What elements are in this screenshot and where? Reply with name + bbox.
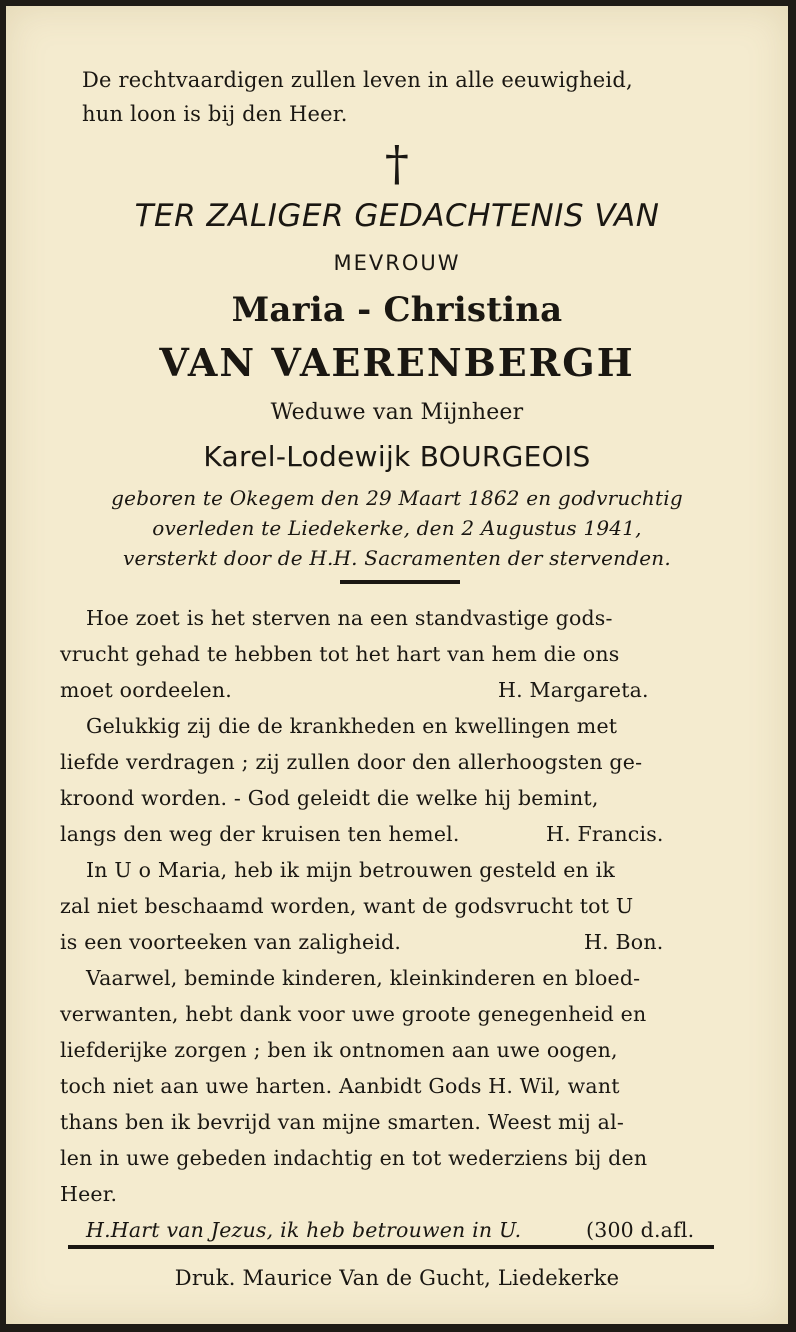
farewell-line-2: verwanten, hebt dank voor uwe groote genegenheid en [60, 1002, 647, 1026]
quote-1-line-3: moet oordeelen. [60, 678, 232, 702]
quote-3-attribution: H. Bon. [584, 930, 664, 954]
quote-2-line-2: liefde verdragen ; zij zullen door den allerhoogsten ge- [60, 750, 643, 774]
printer-credit: Druk. Maurice Van de Gucht, Liedekerke [174, 1266, 620, 1290]
cross-icon: † [384, 136, 410, 192]
quote-1-attribution: H. Margareta. [498, 678, 649, 702]
husband-name: Karel-Lodewijk BOURGEOIS [203, 440, 591, 473]
quote-2-line-1: Gelukkig zij die de krankheden en kwellingen met [86, 714, 618, 738]
memorial-card [6, 6, 788, 1324]
divider-short [340, 580, 460, 584]
quote-3-line-3: is een voorteeken van zaligheid. [60, 930, 402, 954]
quote-2-attribution: H. Francis. [546, 822, 664, 846]
quote-3-line-1: In U o Maria, heb ik mijn betrouwen gesteld en ik [86, 858, 616, 882]
widow-of: Weduwe van Mijnheer [270, 400, 524, 425]
divider-long [68, 1245, 714, 1249]
life-line-3: versterkt door de H.H. Sacramenten der stervenden. [123, 546, 671, 570]
memorial-heading: TER ZALIGER GEDACHTENIS VAN [134, 198, 660, 234]
given-names: Maria - Christina [231, 290, 563, 330]
farewell-line-3: liefderijke zorgen ; ben ik ontnomen aan uwe oogen, [60, 1038, 618, 1062]
quote-2-line-4: langs den weg der kruisen ten hemel. [60, 822, 460, 846]
farewell-line-6: len in uwe gebeden indachtig en tot wederziens bij den [60, 1146, 648, 1170]
indulgence: (300 d.afl. [586, 1218, 695, 1242]
quote-3-line-2: zal niet beschaamd worden, want de godsvrucht tot U [60, 894, 634, 918]
epigraph-line-2: hun loon is bij den Heer. [82, 102, 348, 126]
farewell-line-1: Vaarwel, beminde kinderen, kleinkinderen en bloed- [86, 966, 641, 990]
quote-1-line-2: vrucht gehad te hebben tot het hart van hem die ons [60, 642, 620, 666]
life-line-2: overleden te Liedekerke, den 2 Augustus 1941, [152, 516, 642, 540]
farewell-line-5: thans ben ik bevrijd van mijne smarten. Weest mij al- [60, 1110, 624, 1134]
quote-2-line-3: kroond worden. - God geleidt die welke hij bemint, [60, 786, 599, 810]
life-line-1: geboren te Okegem den 29 Maart 1862 en godvruchtig [111, 486, 683, 510]
farewell-line-4: toch niet aan uwe harten. Aanbidt Gods H. Wil, want [60, 1074, 620, 1098]
quote-1-line-1: Hoe zoet is het sterven na een standvastige gods- [86, 606, 613, 630]
epigraph-line-1: De rechtvaardigen zullen leven in alle eeuwigheid, [82, 68, 633, 92]
prayer: H.Hart van Jezus, ik heb betrouwen in U. [86, 1218, 522, 1242]
surname: VAN VAERENBERGH [159, 340, 635, 385]
farewell-line-7: Heer. [60, 1182, 118, 1206]
salutation: MEVROUW [333, 251, 461, 275]
